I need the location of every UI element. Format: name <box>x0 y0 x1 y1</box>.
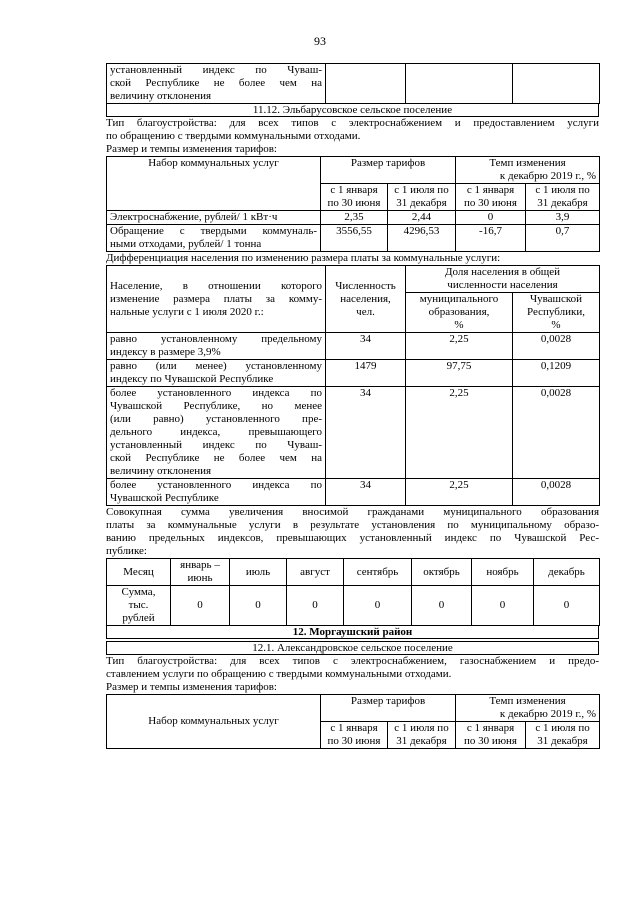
month-dec: декабрь <box>534 559 600 586</box>
header-number: Численность населения, чел. <box>326 266 406 333</box>
header-rate: Темп изменения к декабрю 2019 г., % <box>456 157 600 184</box>
improvement-12-line-1: Тип благоустройства: для всех типов с электроснабжением, газоснабжением и предо- <box>106 655 599 667</box>
header-rate-period-1: с 1 января по 30 июня <box>456 722 526 749</box>
header-period-1: с 1 января по 30 июня <box>321 722 388 749</box>
header-municipal: муниципального образования, % <box>406 293 513 333</box>
month-jan-jun: январь – июнь <box>171 559 230 586</box>
section-title-11-12: 11.12. Эльбарусовское сельское поселение <box>106 104 599 117</box>
section-title-12: 12. Моргаушский район <box>106 626 599 639</box>
page-content <box>106 63 599 749</box>
table-row: более установленного индекса по Чувашской Республике 34 2,25 0,0028 <box>107 479 600 506</box>
continuation-cell: установленный индекс по Чуваш- ской Республике не более чем на величину отклонения <box>107 64 326 104</box>
header-size: Размер тарифов <box>321 695 456 722</box>
header-rate-period-2: с 1 июля по 31 декабря <box>526 184 600 211</box>
month-nov: ноябрь <box>472 559 534 586</box>
section-title-12-1: 12.1. Александровское сельское поселение <box>106 641 599 655</box>
month-oct: октябрь <box>412 559 472 586</box>
header-services: Набор коммунальных услуг <box>107 695 321 749</box>
header-size: Размер тарифов <box>321 157 456 184</box>
header-share: Доля населения в общей численности населения <box>406 266 600 293</box>
month-table <box>106 558 600 626</box>
improvement-12-line-2: ставлением услуги по обращению с твердыми коммунальными отходами. <box>106 668 452 680</box>
header-period-2: с 1 июля по 31 декабря <box>388 722 456 749</box>
header-month: Месяц <box>107 559 171 586</box>
header-chuvash: Чувашской Республики, % <box>513 293 600 333</box>
table-row: Электроснабжение, рублей/ 1 кВт·ч 2,35 2,44 0 3,9 <box>107 211 600 225</box>
population-table <box>106 265 600 506</box>
header-rate-period-2: с 1 июля по 31 декабря <box>526 722 600 749</box>
improvement-line-2: по обращению с твердыми коммунальными отходами. <box>106 130 361 142</box>
tariff-table-12-1 <box>106 694 600 749</box>
header-rate-period-1: с 1 января по 30 июня <box>456 184 526 211</box>
header-rate: Темп изменения к декабрю 2019 г., % <box>456 695 600 722</box>
total-paragraph: Совокупная сумма увеличения вносимой гражданами муниципального образования платы за коммунальные услуги в результате установления по муниципальному образо- ванию предельных индексов, превышающих установленный индекс по Чувашской Рес- публике: <box>106 506 599 557</box>
header-population: Население, в отношении которого изменение размера платы за комму- нальные услуги с 1 июля 2020 г.: <box>107 266 326 333</box>
tariffs-heading: Размер и темпы изменения тарифов: <box>106 143 277 155</box>
service-name: Обращение с твердыми коммуналь- ными отходами, рублей/ 1 тонна <box>107 225 321 252</box>
month-aug: август <box>287 559 344 586</box>
header-services: Набор коммунальных услуг <box>107 157 321 211</box>
month-sep: сентябрь <box>344 559 412 586</box>
month-jul: июль <box>230 559 287 586</box>
header-period-2: с 1 июля по 31 декабря <box>388 184 456 211</box>
diff-heading: Дифференциация населения по изменению размера платы за коммунальные услуги: <box>106 252 501 264</box>
table-row: более установленного индекса по Чувашской Республике, но менее (или равно) установленного пре- дельного индекса, превышающего установленный индекс по Чуваш- ской Республике не более чем на величину отклонения 34 2,25 0,0028 <box>107 387 600 479</box>
table-row: равно (или менее) установленному индексу по Чувашской Республике 1479 97,75 0,1209 <box>107 360 600 387</box>
tariffs-heading-12: Размер и темпы изменения тарифов: <box>106 681 277 693</box>
continuation-table <box>106 63 600 104</box>
table-row: Обращение с твердыми коммуналь- ными отходами, рублей/ 1 тонна 3556,55 4296,53 -16,7 0,7 <box>107 225 600 252</box>
header-period-1: с 1 января по 30 июня <box>321 184 388 211</box>
improvement-line-1: Тип благоустройства: для всех типов с электроснабжением и предоставлением услуги <box>106 117 599 129</box>
table-row: равно установленному предельному индексу в размере 3,9% 34 2,25 0,0028 <box>107 333 600 360</box>
sum-label: Сумма, тыс. рублей <box>107 586 171 626</box>
table-row: Сумма, тыс. рублей 0 0 0 0 0 0 0 <box>107 586 600 626</box>
page-number: 93 <box>314 34 326 48</box>
tariff-table-11-12 <box>106 156 600 252</box>
service-name: Электроснабжение, рублей/ 1 кВт·ч <box>107 211 321 225</box>
